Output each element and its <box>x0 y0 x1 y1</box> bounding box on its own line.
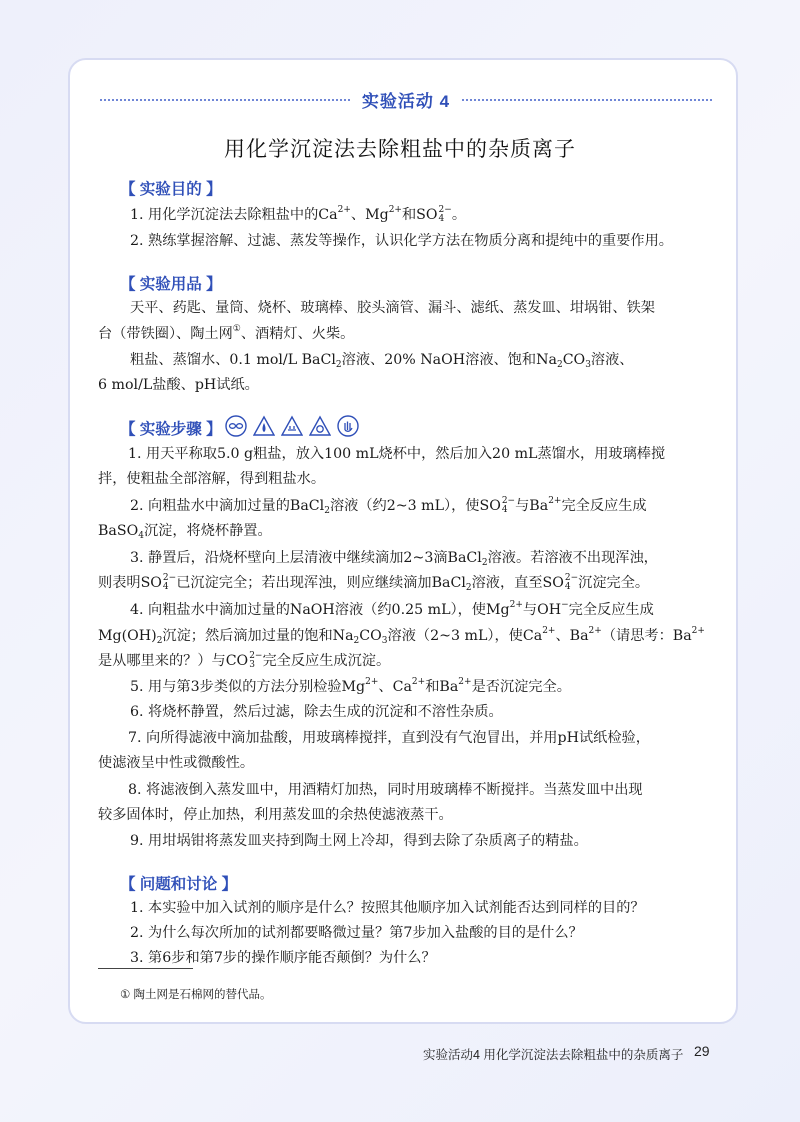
step-1-line-2: 拌，使粗盐全部溶解，得到粗盐水。 <box>98 471 326 487</box>
step-8-line-1: 8. 将滤液倒入蒸发皿中，用酒精灯加热，同时用玻璃棒不断搅拌。当蒸发皿中出现 <box>128 782 643 798</box>
step-7-line-2: 使滤液呈中性或微酸性。 <box>98 755 255 771</box>
section-discussion: 【 问题和讨论 】 <box>120 876 238 893</box>
header-divider-right <box>462 99 712 101</box>
activity-label: 实验活动 4 <box>361 91 451 111</box>
purpose-item-1: 1. 用化学沉淀法去除粗盐中的$Ca^{2+}$、$Mg^{2+}$和SO 2− 4 。 <box>130 205 467 224</box>
materials-line-4: 6 mol/L盐酸、pH试纸。 <box>98 377 259 393</box>
section-purpose: 【 实验目的 】 <box>120 181 222 198</box>
footnote-rule <box>98 968 193 969</box>
step-3-line-2: 则表明SO 2− 4 已沉淀完全；若出现浑浊，则应继续滴加BaCl$_2$溶液，直至SO 2− 4 沉淀完全。 <box>98 573 650 593</box>
step-2-line-2: BaSO$_4$沉淀，将烧杯静置。 <box>98 523 272 541</box>
section-steps: 【 实验步骤 】 <box>120 421 222 438</box>
activity-header <box>100 88 712 110</box>
running-footer: 实验活动4 用化学沉淀法去除粗盐中的杂质离子 <box>423 1048 684 1062</box>
step-9: 9. 用坩埚钳将蒸发皿夹持到陶土网上冷却，得到去除了杂质离子的精盐。 <box>130 833 588 849</box>
step-2-line-1: 2. 向粗盐水中滴加过量的BaCl$_2$溶液（约2~3 mL），使SO 2− 4 与$Ba^{2+}$完全反应生成 <box>130 496 647 516</box>
step-1-line-1: 1. 用天平称取5.0 g粗盐，放入100 mL烧杯中，然后加入20 mL蒸馏水，用玻璃棒搅 <box>128 446 666 462</box>
step-4-line-2: $Mg(OH)_2$沉淀；然后滴加过量的饱和$Na_2CO_3$溶液（2~3 mL），使$Ca^{2+}$、$Ba^{2+}$（请思考：$Ba^{2+}$ <box>98 626 705 646</box>
section-materials: 【 实验用品 】 <box>120 276 222 293</box>
step-8-line-2: 较多固体时，停止加热，利用蒸发皿的余热使滤液蒸干。 <box>98 807 453 823</box>
header-divider-left <box>100 99 350 101</box>
page-number: 29 <box>694 1043 710 1059</box>
flame-icon <box>253 415 275 437</box>
materials-line-3: 粗盐、蒸馏水、0.1 mol/L BaCl$_2$溶液、20% NaOH溶液、饱和$Na_2CO_3$溶液、 <box>130 352 634 370</box>
discussion-q3: 3. 第6步和第7步的操作顺序能否颠倒？为什么？ <box>130 950 436 966</box>
goggles-icon <box>225 415 247 437</box>
corrosive-icon <box>281 415 303 437</box>
step-7-line-1: 7. 向所得滤液中滴加盐酸，用玻璃棒搅拌，直到没有气泡冒出，并用pH试纸检验， <box>128 730 650 746</box>
discussion-q2: 2. 为什么每次所加的试剂都要略微过量？第7步加入盐酸的目的是什么？ <box>130 925 583 941</box>
step-6: 6. 将烧杯静置，然后过滤，除去生成的沉淀和不溶性杂质。 <box>130 704 503 720</box>
hazard-icon <box>309 415 331 437</box>
step-5: 5. 用与第3步类似的方法分别检验$Mg^{2+}$、$Ca^{2+}$和$Ba^{2+}$是否沉淀完全。 <box>130 677 571 695</box>
footnote: ① 陶土网是石棉网的替代品。 <box>120 989 272 1001</box>
step-4-line-1: 4. 向粗盐水中滴加过量的NaOH溶液（约0.25 mL），使$Mg^{2+}$与OH−完全反应生成 <box>130 600 654 618</box>
step-3-line-1: 3. 静置后，沿烧杯壁向上层清液中继续滴加2~3滴BaCl$_2$溶液。若溶液不出现浑浊， <box>130 550 658 568</box>
materials-line-2: 台（带铁圈）、陶土网①、酒精灯、火柴。 <box>98 324 355 342</box>
materials-line-1: 天平、药匙、量筒、烧杯、玻璃棒、胶头滴管、漏斗、滤纸、蒸发皿、坩埚钳、铁架 <box>130 300 655 316</box>
purpose-item-2: 2. 熟练掌握溶解、过滤、蒸发等操作，认识化学方法在物质分离和提纯中的重要作用。 <box>130 233 673 249</box>
safety-icons <box>225 415 359 437</box>
discussion-q1: 1. 本实验中加入试剂的顺序是什么？按照其他顺序加入试剂能否达到同样的目的？ <box>130 900 645 916</box>
hand-wash-icon <box>337 415 359 437</box>
page-title: 用化学沉淀法去除粗盐中的杂质离子 <box>224 137 576 161</box>
step-4-line-3: 是从哪里来的？）与CO 2− 3 完全反应生成沉淀。 <box>98 651 391 670</box>
